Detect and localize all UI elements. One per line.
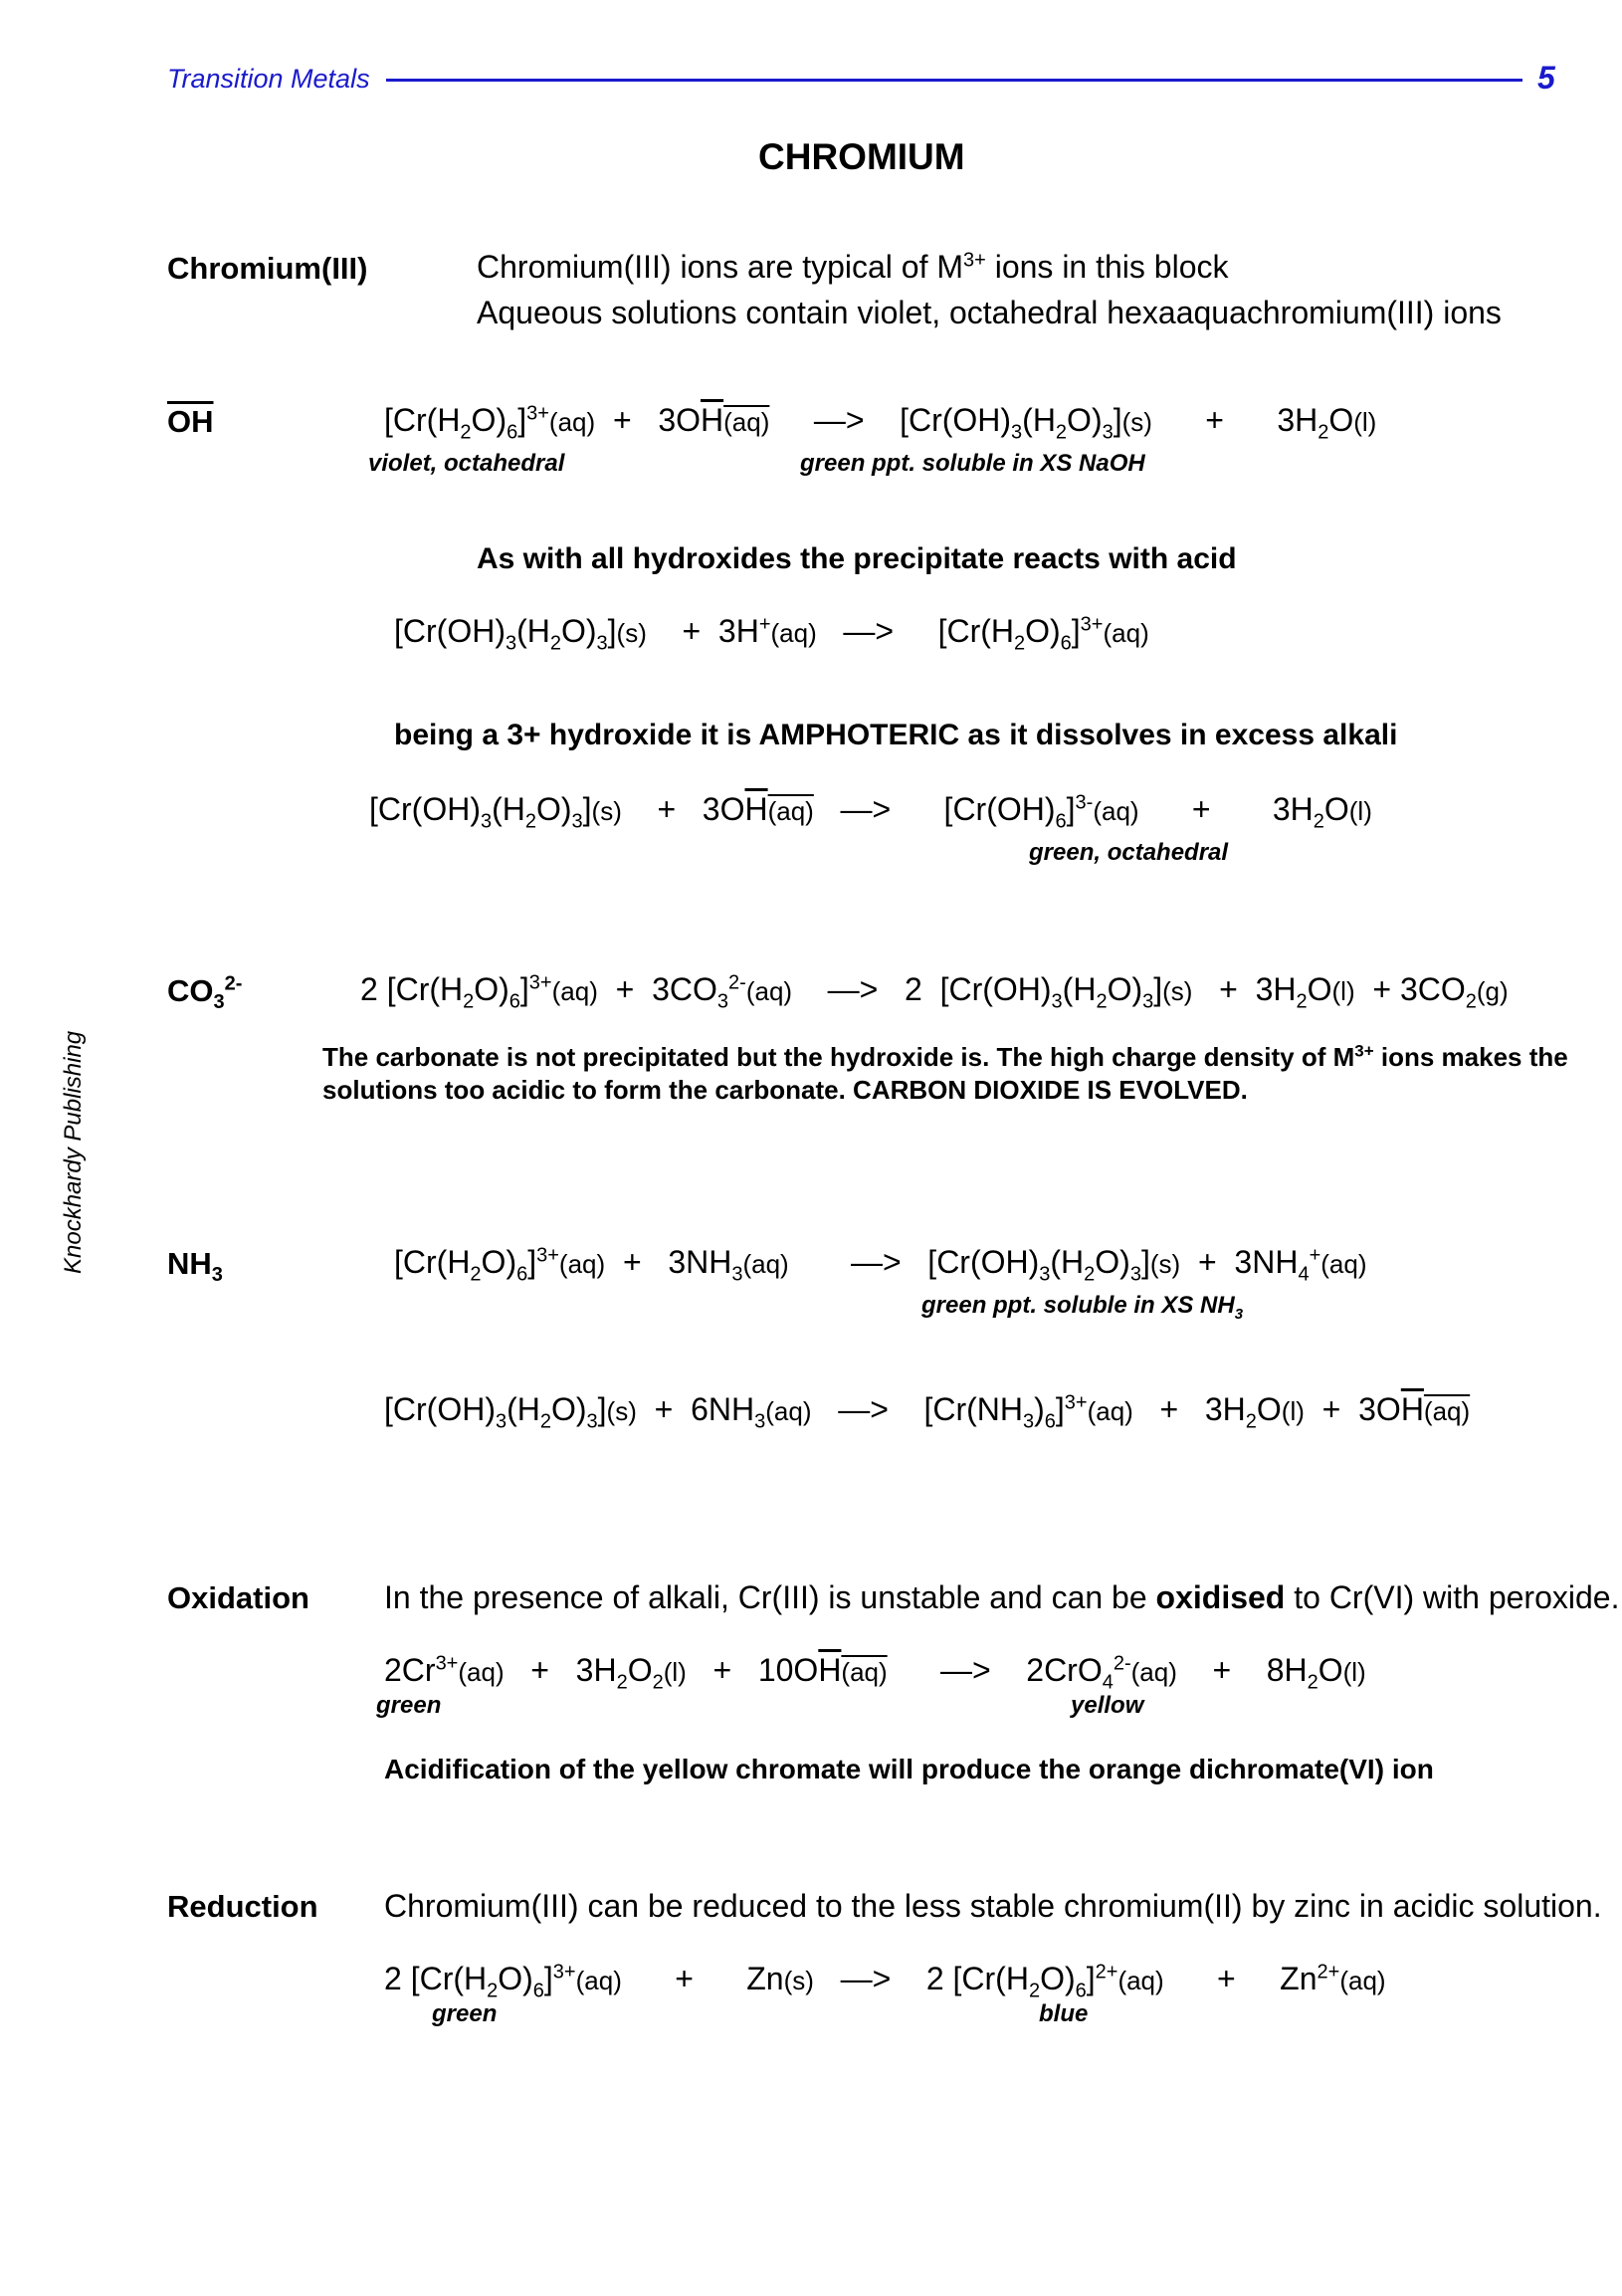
note-green-ppt-naoh: green ppt. soluble in XS NaOH bbox=[800, 450, 1145, 477]
note-violet-octahedral: violet, octahedral bbox=[368, 450, 565, 477]
note-green: green bbox=[376, 1692, 442, 1719]
ammonia-label: $NH_3$ bbox=[167, 1246, 223, 1287]
note-green-octahedral: green, octahedral bbox=[1029, 839, 1229, 866]
carbonate-explanation: The carbonate is not precipitated but the hydroxide is. The high charge density of $M^{3+}$ ions makes the solutions too acidic to form the carbonate. CARBON DIOXIDE IS EVOLVED. bbox=[322, 1041, 1568, 1105]
equation-amphoteric: $[Cr(OH)_3(H_2O)_3](s)$ + $3O\overline{H}(aq)$ —> $[Cr(OH)_6]^{3-}(aq)$ + $3H_2O(l)$ bbox=[369, 791, 1372, 833]
equation-acid: $[Cr(OH)_3(H_2O)_3](s)$ + 3H+(aq) —> $[Cr(H_2O)_6]^{3+}(aq)$ bbox=[394, 613, 1149, 655]
intro-label: Chromium(III) bbox=[167, 251, 368, 286]
carbonate-label: $CO_3^{2-}$ bbox=[167, 972, 243, 1014]
page-number: 5 bbox=[1537, 60, 1555, 96]
oxidation-label: Oxidation bbox=[167, 1580, 309, 1615]
acid-heading: As with all hydroxides the precipitate reacts with acid bbox=[477, 542, 1237, 575]
intro-line-2: Aqueous solutions contain violet, octahedral hexaaquachromium(III) ions bbox=[477, 295, 1502, 330]
equation-ammonia-1: $[Cr(H_2O)_6]^{3+}(aq) + 3NH_3(aq)$ —> $[Cr(OH)_3(H_2O)_3](s) + 3NH_4^+(aq)$ bbox=[394, 1244, 1367, 1286]
note-green-reduction: green bbox=[432, 2000, 498, 2027]
oh-label: $\overline{OH}$ bbox=[167, 404, 214, 439]
running-header-title: Transition Metals bbox=[167, 64, 370, 94]
oxidation-footer: Acidification of the yellow chromate will produce the orange dichromate(VI) ion bbox=[384, 1754, 1434, 1784]
publisher-side-text: Knockhardy Publishing bbox=[60, 1030, 87, 1274]
amphoteric-heading: being a 3+ hydroxide it is AMPHOTERIC as it dissolves in excess alkali bbox=[394, 719, 1398, 751]
equation-oh-1: $[Cr(H_2O)_6]^{3+}(aq) + 3O\overline{H}(aq)$ —> $[Cr(OH)_3(H_2O)_3](s)$ + $3H_2O(l)$ bbox=[384, 402, 1377, 444]
equation-ammonia-2: $[Cr(OH)_3(H_2O)_3](s) + 6NH_3(aq)$ —> $[Cr(NH_3)_6]^{3+}(aq) + 3H_2O(l) + 3O\overline{H}(aq)$ bbox=[384, 1391, 1471, 1433]
reduction-text: Chromium(III) can be reduced to the less stable chromium(II) by zinc in acidic solution. bbox=[384, 1888, 1602, 1924]
note-blue: blue bbox=[1039, 2000, 1089, 2027]
oxidation-text: In the presence of alkali, Cr(III) is unstable and can be oxidised to Cr(VI) with peroxide. bbox=[384, 1579, 1620, 1615]
reduction-label: Reduction bbox=[167, 1889, 318, 1924]
header-rule bbox=[386, 79, 1522, 82]
equation-carbonate: 2 $[Cr(H_2O)_6]^{3+}(aq) + 3CO_3^{2-}(aq)$ —> 2 $[Cr(OH)_3(H_2O)_3](s) + 3H_2O(l) + 3CO_2(g)$ bbox=[360, 971, 1509, 1013]
note-yellow: yellow bbox=[1071, 1692, 1144, 1719]
page-title: CHROMIUM bbox=[758, 136, 965, 177]
equation-oxidation: $2Cr^{3+}(aq) + 3H_2O_2(l) + 10O\overline{H}(aq)$ —> 2CrO$_4^{2-}$(aq) + $8H_2O(l)$ bbox=[384, 1652, 1366, 1694]
equation-reduction: 2 $[Cr(H_2O)_6]^{3+}(aq)$ + Zn(s) —> 2 $[Cr(H_2O)_6]^{2+}(aq)$ + $Zn^{2+}(aq)$ bbox=[384, 1961, 1386, 2002]
intro-line-1: Chromium(III) ions are typical of $M^{3+}$ ions in this block bbox=[477, 249, 1229, 285]
note-green-ppt-nh3: green ppt. soluble in XS $NH_3$ bbox=[921, 1292, 1244, 1323]
